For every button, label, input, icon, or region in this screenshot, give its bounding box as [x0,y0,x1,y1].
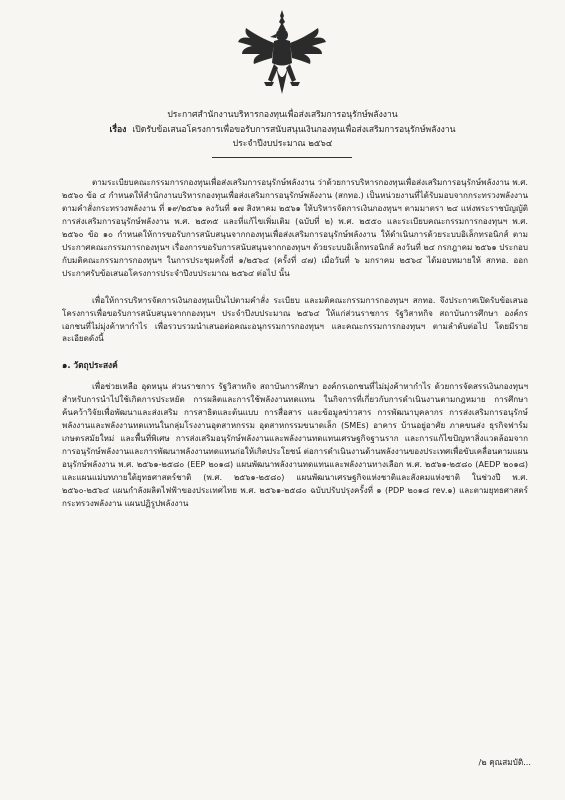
announcement-subject-row [40,123,525,138]
header-divider [212,157,352,158]
document-body [62,176,528,510]
paragraph-announcement: เพื่อให้การบริหารจัดการเงินกองทุนเป็นไปตามคำสั่ง ระเบียบ และมติคณะกรรมการกองทุนฯ สกทอ. จึงประกาศเปิดรับข้อเสนอโครงการเพื่อขอรับการสนับสนุนจากกองทุนฯ ประจำปีงบประมาณ ๒๕๖๔ ให้แก่ส่วนราชการ รัฐวิสาหกิจ สถาบันการศึกษา องค์กรเอกชนที่ไม่มุ่งค้าหากำไร เพื่อรวบรวมนำเสนอต่อคณะอนุกรรมการกองทุนฯ และคณะกรรมการกองทุนฯ ตามลำดับต่อไป โดยมีรายละเอียดดังนี้ [62,294,528,344]
paragraph-background: ตามระเบียบคณะกรรมการกองทุนเพื่อส่งเสริมการอนุรักษ์พลังงาน ว่าด้วยการบริหารกองทุนเพื่อส่งเสริมการอนุรักษ์พลังงาน พ.ศ. ๒๕๖๐ ข้อ ๔ กำหนดให้สำนักงานบริหารกองทุนเพื่อส่งเสริมการอนุรักษ์พลังงาน (สกทอ.) เป็นหน่วยงานที่ได้รับมอบจากกระทรวงพลังงาน ตามคำสั่งกระทรวงพลังงาน ที่ ๑๙/๒๕๖๑ ลงวันที่ ๑๗ สิงหาคม ๒๕๖๑ ให้บริหารจัดการเงินกองทุนฯ ตามมาตรา ๒๔ แห่งพระราชบัญญัติการส่งเสริมการอนุรักษ์พลังงาน พ.ศ. ๒๕๓๕ และที่แก้ไขเพิ่มเติม (ฉบับที่ ๒) พ.ศ. ๒๕๕๐ และระเบียบคณะกรรมการกองทุนฯ พ.ศ. ๒๕๖๐ ข้อ ๑๐ กำหนดให้การขอรับการสนับสนุนจากกองทุนเพื่อส่งเสริมการอนุรักษ์พลังงาน ให้ดำเนินการด้วยระบบอิเล็กทรอนิกส์ ตามประกาศคณะกรรมการกองทุนฯ เรื่องการขอรับการสนับสนุนจากกองทุนฯ ด้วยระบบอิเล็กทรอนิกส์ ลงวันที่ ๒๔ กรกฎาคม ๒๕๖๑ ประกอบกับมติคณะกรรมการกองทุนฯ ในการประชุมครั้งที่ ๑/๒๕๖๔ (ครั้งที่ ๔๗) เมื่อวันที่ ๖ มกราคม ๒๕๖๔ ได้มอบหมายให้ สกทอ. ออกประกาศรับข้อเสนอโครงการประจำปีงบประมาณ ๒๕๖๔ ต่อไป นั้น [62,177,528,278]
fiscal-year-line: ประจำปีงบประมาณ ๒๕๖๔ [232,139,333,149]
paragraph-objectives: เพื่อช่วยเหลือ อุดหนุน ส่วนราชการ รัฐวิสาหกิจ สถาบันการศึกษา องค์กรเอกชนที่ไม่มุ่งค้าหากำไร ด้วยการจัดสรรเงินกองทุนฯ สำหรับการนำไปใช้เกิดการประหยัด การผลิตและการใช้พลังงานทดแทน ในกิจการที่เกี่ยวกับการดำเนินงานตามกฎหมาย การศึกษาค้นคว้าวิจัยเพื่อพัฒนาและส่งเสริม การสาธิตและต้นแบบ การสื่อสาร และข้อมูลข่าวสาร การพัฒนาบุคลากร การส่งเสริมการอนุรักษ์พลังงานและพลังงานทดแทนในกลุ่มโรงงานอุตสาหกรรม อุตสาหกรรมขนาดเล็ก (SMEs) อาคาร บ้านอยู่อาศัย ภาคขนส่ง ธุรกิจฟาร์มเกษตรสมัยใหม่ และพื้นที่พิเศษ การส่งเสริมอนุรักษ์พลังงานและพลังงานทดแทนเศรษฐกิจฐานราก และการแก้ไขปัญหาสิ่งแวดล้อมจากการอนุรักษ์พลังงานและการพัฒนาพลังงานทดแทนก่อให้เกิดประโยชน์ ต่อการดำเนินงานด้านพลังงานของประเทศเพื่อขับเคลื่อนตามแผนอนุรักษ์พลังงาน พ.ศ. ๒๕๖๑-๒๕๘๐ (EEP ๒๐๑๘) แผนพัฒนาพลังงานทดแทนและพลังงานทางเลือก พ.ศ. ๒๕๖๑-๒๕๘๐ (AEDP ๒๐๑๘) และแผนแม่บทภายใต้ยุทธศาสตร์ชาติ (พ.ศ. ๒๕๖๑-๒๕๘๐) แผนพัฒนาเศรษฐกิจแห่งชาติและสังคมแห่งชาติ ในช่วงปี พ.ศ. ๒๕๖๐-๒๕๖๔ แผนกำลังผลิตไฟฟ้าของประเทศไทย พ.ศ. ๒๕๖๑-๒๕๘๐ ฉบับปรับปรุงครั้งที่ ๑ (PDP ๒๐๑๘ rev.๑) และตามยุทธศาสตร์กระทรวงพลังงาน แผนปฏิรูปพลังงาน [62,381,528,508]
page-continuation: /๒ คุณสมบัติ... [478,757,531,767]
section-objectives-title: ๑. วัตถุประสงค์ [62,360,118,371]
subject-label: เรื่อง [109,124,127,135]
announcement-title: ประกาศสำนักงานบริหารกองทุนเพื่อส่งเสริมการอนุรักษ์พลังงาน [167,110,398,120]
garuda-emblem-icon [232,8,332,106]
document-header [40,108,525,152]
announcement-subject: เปิดรับข้อเสนอโครงการเพื่อขอรับการสนับสนุนเงินกองทุนเพื่อส่งเสริมการอนุรักษ์พลังงาน [132,124,456,135]
